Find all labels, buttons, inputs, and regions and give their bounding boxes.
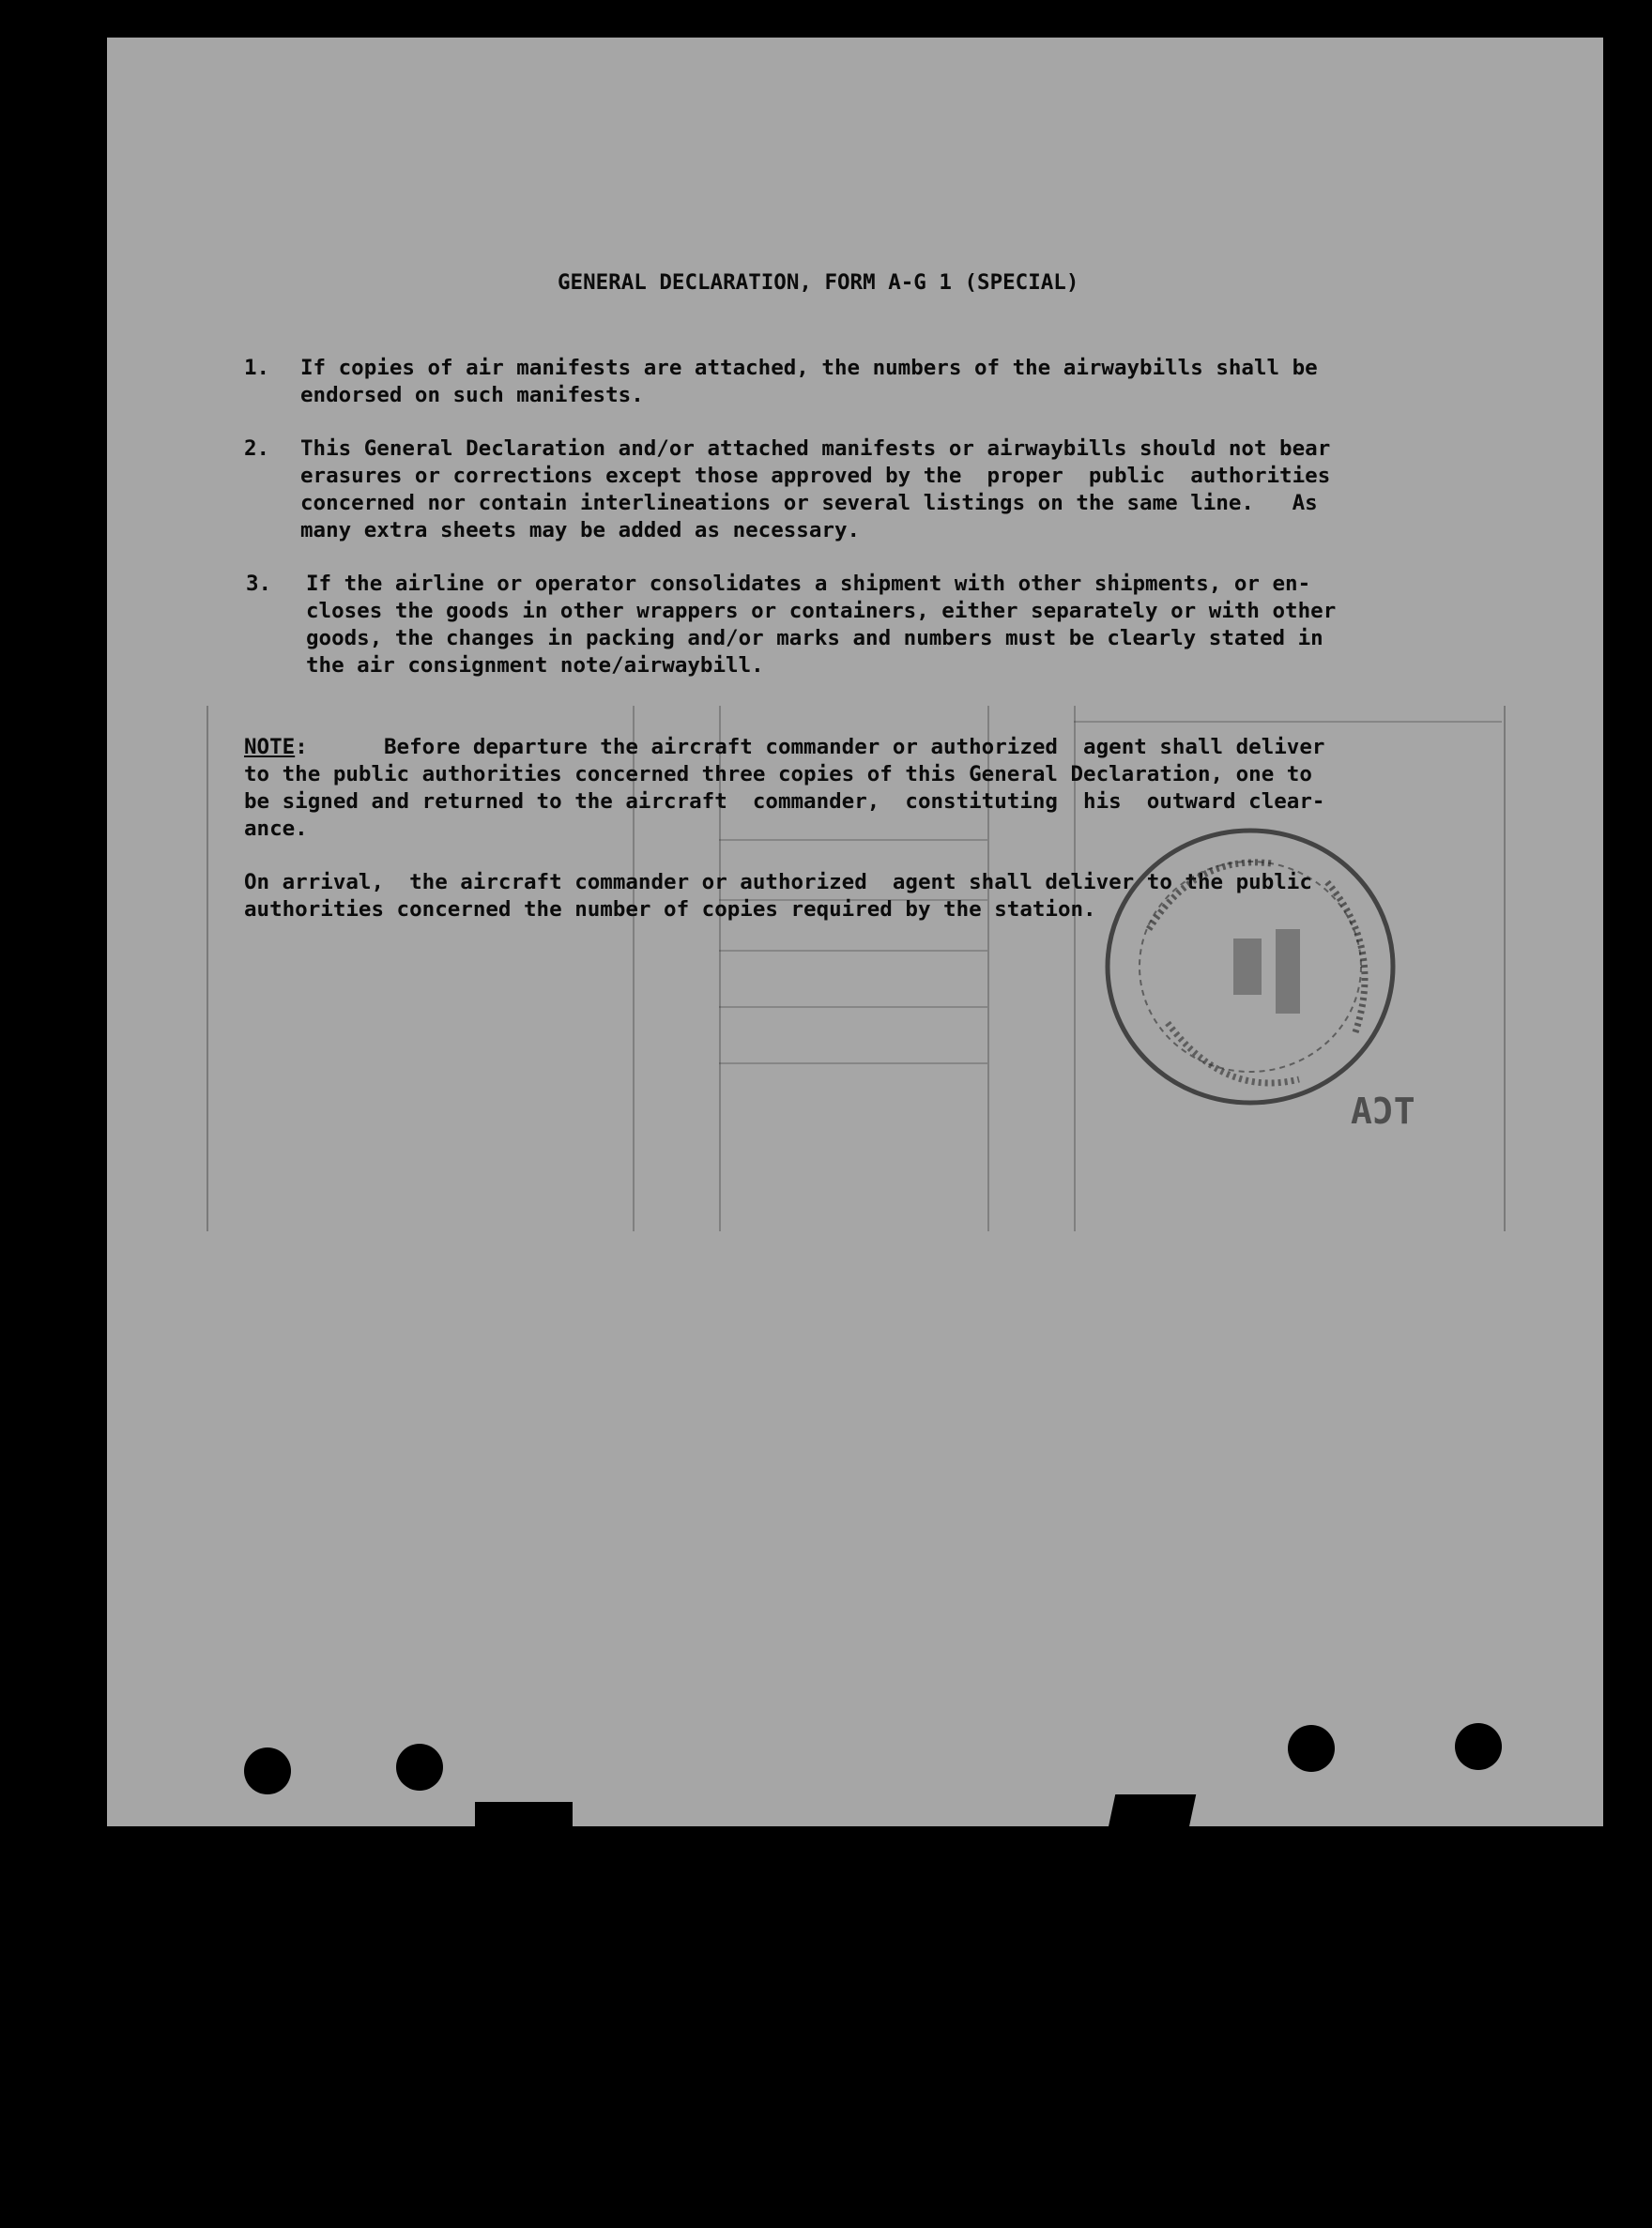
punch-hole	[1288, 1725, 1335, 1772]
note-colon: :	[295, 735, 308, 759]
document-page	[107, 38, 1603, 1826]
note-text-line: to the public authorities concerned three copies of this General Declaration, one to	[244, 762, 1312, 786]
item-number: 1.	[244, 356, 270, 380]
note-label: NOTE	[244, 735, 296, 759]
item-text-line: many extra sheets may be added as necessary.	[300, 518, 861, 542]
customs-stamp	[1083, 826, 1421, 1126]
punch-hole	[396, 1744, 443, 1791]
item-text-line: closes the goods in other wrappers or containers, either separately or with other	[306, 599, 1337, 623]
item-text-line: If copies of air manifests are attached, the numbers of the airwaybills shall be	[300, 356, 1318, 380]
arrival-text-line: On arrival, the aircraft commander or authorized agent shall deliver to the public	[244, 870, 1312, 894]
paper-tear	[475, 1802, 573, 1826]
item-number: 3.	[246, 572, 272, 596]
bleed-through-mark: TCA	[1351, 1091, 1415, 1132]
note-first-line	[244, 734, 1324, 761]
arrival-text-line: authorities concerned the number of copies required by the station.	[244, 897, 1096, 922]
item-text-line: endorsed on such manifests.	[300, 383, 644, 407]
document-title: GENERAL DECLARATION, FORM A-G 1 (SPECIAL)	[558, 270, 1079, 295]
punch-hole	[1455, 1723, 1502, 1770]
item-text-line: concerned nor contain interlineations or several listings on the same line. As	[300, 491, 1318, 515]
item-text-line: goods, the changes in packing and/or marks and numbers must be clearly stated in	[306, 626, 1323, 650]
item-number: 2.	[244, 436, 270, 461]
item-text-line: the air consignment note/airwaybill.	[306, 653, 764, 678]
note-text-line: Before departure the aircraft commander or authorized agent shall deliver	[307, 735, 1325, 759]
note-text-line: be signed and returned to the aircraft commander, constituting his outward clear-	[244, 789, 1325, 814]
note-text-line: ance.	[244, 816, 308, 841]
paper-tear	[1108, 1794, 1197, 1826]
item-text-line: erasures or corrections except those approved by the proper public authorities	[300, 464, 1331, 488]
item-text-line: This General Declaration and/or attached manifests or airwaybills should not bear	[300, 436, 1331, 461]
punch-hole	[244, 1747, 291, 1794]
item-text-line: If the airline or operator consolidates a shipment with other shipments, or en-	[306, 572, 1311, 596]
